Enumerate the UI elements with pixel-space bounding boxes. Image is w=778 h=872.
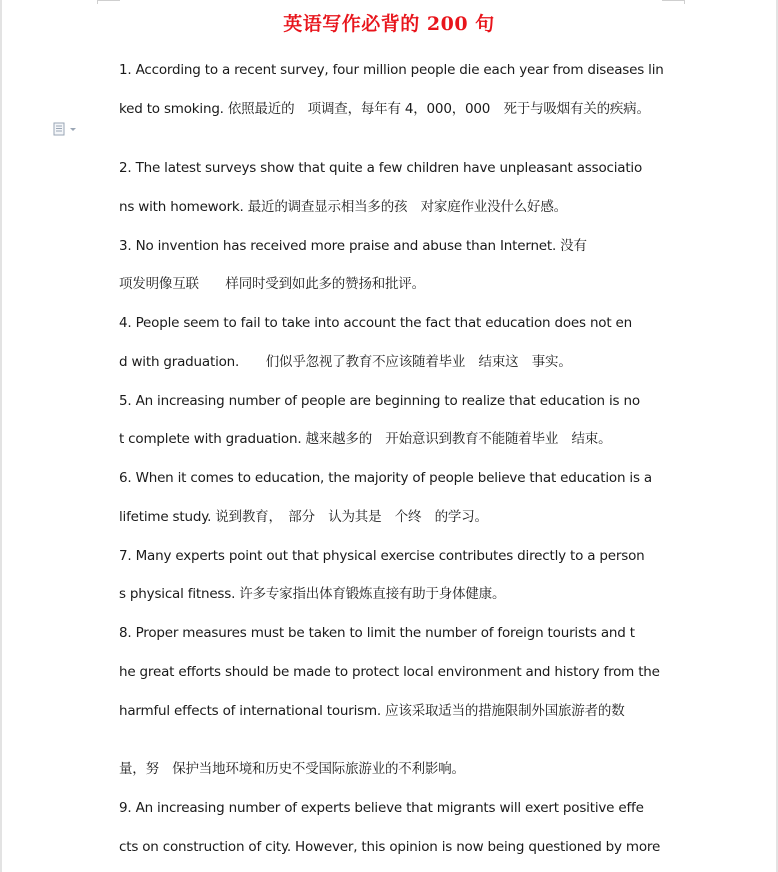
page-corner-mark-left bbox=[97, 0, 120, 4]
text-line: cts on construction of city. However, this opinion is now being questioned by more bbox=[119, 839, 661, 855]
text-line: 量，努 保护当地环境和历史不受国际旅游业的不利影响。 bbox=[119, 761, 465, 777]
text-line: ns with homework. 最近的调查显示相当多的孩 对家庭作业没什么好感。 bbox=[119, 199, 567, 215]
text-line: harmful effects of international tourism. 应该采取适当的措施限制外国旅游者的数 bbox=[119, 703, 625, 719]
text-line: 9. An increasing number of experts believe that migrants will exert positive effe bbox=[119, 800, 644, 816]
text-line: 4. People seem to fail to take into account the fact that education does not en bbox=[119, 315, 633, 331]
page-corner-mark-right bbox=[662, 0, 685, 4]
text-line: 8. Proper measures must be taken to limit the number of foreign tourists and t bbox=[119, 625, 635, 641]
text-line: lifetime study. 说到教育， 部分 认为其是 个终 的学习。 bbox=[119, 509, 488, 525]
text-line: 7. Many experts point out that physical exercise contributes directly to a person bbox=[119, 548, 645, 564]
text-line: he great efforts should be made to protect local environment and history from the bbox=[119, 664, 660, 680]
text-line: d with graduation. 们似乎忽视了教育不应该随着毕业 结束这 事实。 bbox=[119, 354, 572, 370]
text-line: 1. According to a recent survey, four million people die each year from diseases lin bbox=[119, 62, 664, 78]
text-line: ked to smoking. 依照最近的 项调查，每年有 4，000，000 死于与吸烟有关的疾病。 bbox=[119, 101, 650, 117]
page-left-edge bbox=[0, 0, 2, 872]
paragraph-options-icon[interactable] bbox=[53, 121, 81, 135]
text-line: 5. An increasing number of people are beginning to realize that education is no bbox=[119, 393, 640, 409]
text-line: 2. The latest surveys show that quite a few children have unpleasant associatio bbox=[119, 160, 643, 176]
text-line: 6. When it comes to education, the majority of people believe that education is a bbox=[119, 470, 652, 486]
document-title: 英语写作必背的 200 句 bbox=[283, 13, 495, 35]
text-line: 项发明像互联 样同时受到如此多的赞扬和批评。 bbox=[119, 276, 425, 292]
text-line: s physical fitness. 许多专家指出体育锻炼直接有助于身体健康。 bbox=[119, 586, 506, 602]
text-line: 3. No invention has received more praise and abuse than Internet. 没有 bbox=[119, 238, 587, 254]
text-line: t complete with graduation. 越来越多的 开始意识到教育不能随着毕业 结束。 bbox=[119, 431, 612, 447]
